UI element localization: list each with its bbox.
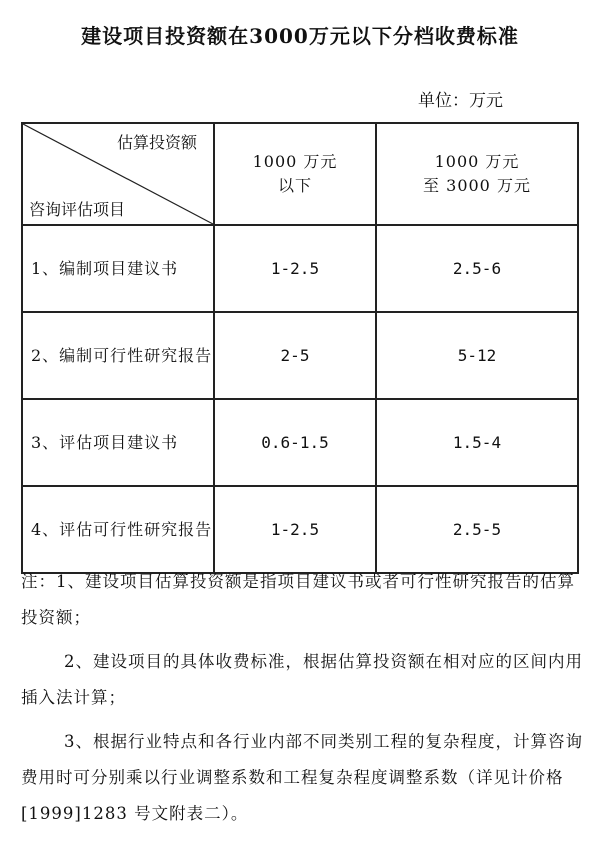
column-header-1	[214, 123, 376, 225]
note-3: 3、根据行业特点和各行业内部不同类别工程的复杂程度，计算咨询费用时可分别乘以行业调整系数和工程复杂程度调整系数（详见计价格[1999]1283 号文附表二）。	[21, 732, 583, 823]
row-value-col2: 2.5-6	[376, 225, 578, 312]
column-header-2-line2: 至 3000 万元	[423, 176, 531, 195]
row-value-col1: 2-5	[214, 312, 376, 399]
table-row	[22, 225, 578, 312]
notes-section	[21, 564, 586, 840]
row-item-label: 2、编制可行性研究报告	[22, 312, 214, 399]
column-header-2-line1: 1000 万元	[434, 152, 520, 171]
table-row	[22, 486, 578, 573]
row-value-col1: 1-2.5	[214, 486, 376, 573]
diagonal-header-cell	[22, 123, 214, 225]
row-item-label: 3、评估项目建议书	[22, 399, 214, 486]
table-header-row	[22, 123, 578, 225]
header-item-label: 咨询评估项目	[29, 200, 126, 219]
column-header-1-line1: 1000 万元	[252, 152, 338, 171]
header-investment-label: 估算投资额	[116, 133, 197, 152]
row-value-col2: 1.5-4	[376, 399, 578, 486]
note-1: 注：1、建设项目估算投资额是指项目建议书或者可行性研究报告的估算投资额；	[21, 572, 575, 627]
row-value-col1: 0.6-1.5	[214, 399, 376, 486]
table-row	[22, 399, 578, 486]
column-header-2	[376, 123, 578, 225]
row-value-col1: 1-2.5	[214, 225, 376, 312]
page-title: 建设项目投资额在3000万元以下分档收费标准	[81, 24, 519, 48]
row-value-col2: 5-12	[376, 312, 578, 399]
row-item-label: 1、编制项目建议书	[22, 225, 214, 312]
unit-label: 单位：万元	[418, 91, 503, 111]
table-row	[22, 312, 578, 399]
row-value-col2: 2.5-5	[376, 486, 578, 573]
column-header-1-line2: 以下	[277, 176, 312, 195]
row-item-label: 4、评估可行性研究报告	[22, 486, 214, 573]
note-2: 2、建设项目的具体收费标准，根据估算投资额在相对应的区间内用插入法计算；	[21, 652, 583, 707]
fee-table	[21, 122, 579, 574]
